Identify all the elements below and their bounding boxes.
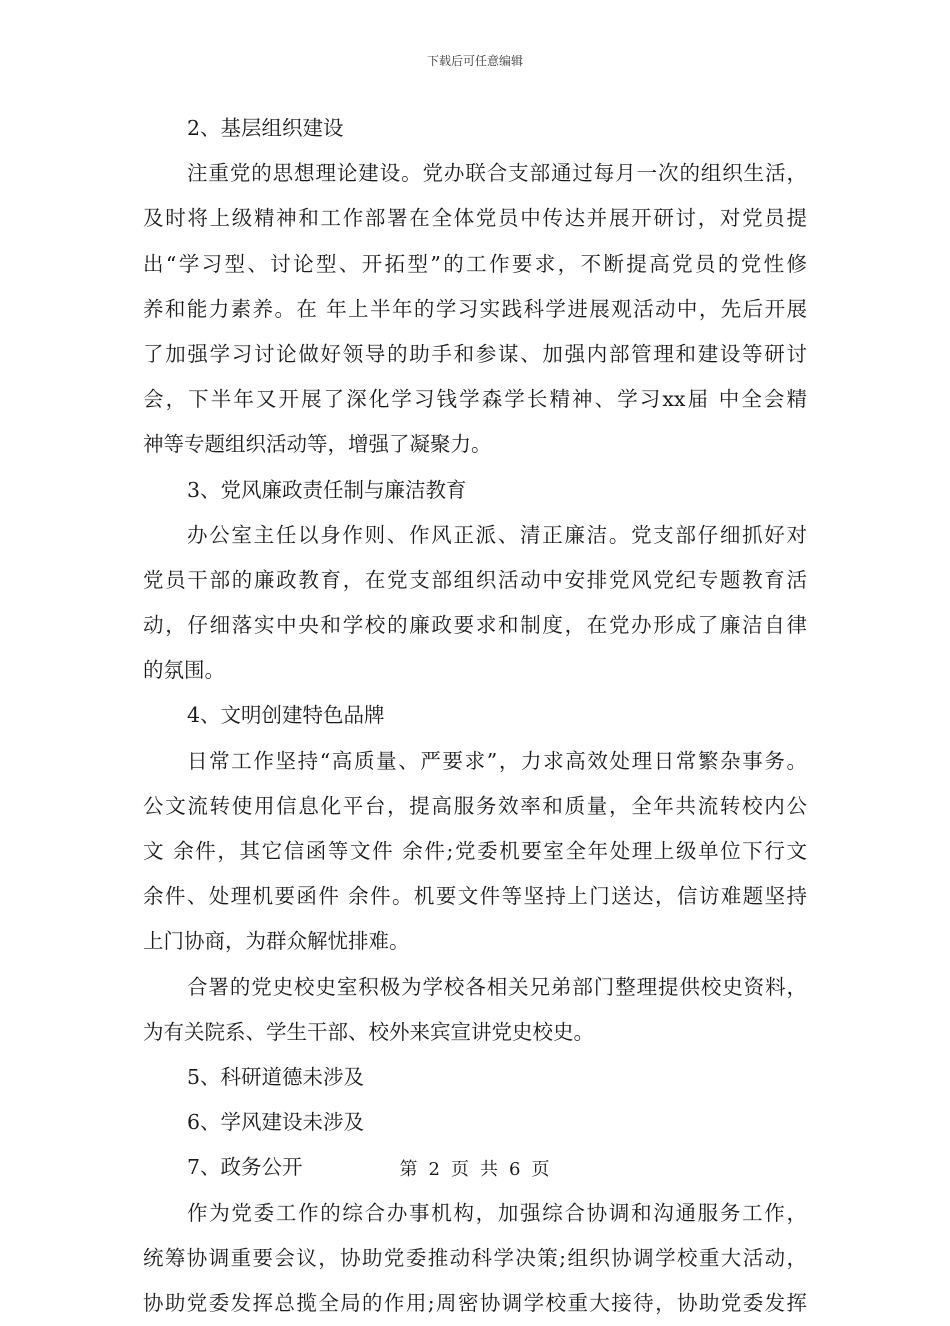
paragraph-line: 注重党的思想理论建设。党办联合支部通过每月一次的组织生活， [187, 161, 807, 186]
paragraph-line: 合署的党史校史室积极为学校各相关兄弟部门整理提供校史资料， [187, 974, 807, 999]
paragraph-line: 会，下半年又开展了深化学习钱学森学长精神、学习xx届 中全会精 [143, 387, 807, 412]
document-body [143, 106, 807, 1326]
paragraph-line: 神等专题组织活动等，增强了凝聚力。 [143, 432, 492, 457]
page-label-mid2: 共 [480, 1159, 499, 1180]
paragraph-line: 动，仔细落实中央和学校的廉政要求和制度，在党办形成了廉洁自律 [143, 613, 807, 638]
header-note: 下载后可任意编辑 [426, 54, 523, 68]
paragraph-line: 养和能力素养。在 年上半年的学习实践科学进展观活动中，先后开展 [143, 296, 807, 321]
paragraph-line: 出“学习型、讨论型、开拓型”的工作要求，不断提高党员的党性修 [143, 251, 807, 276]
paragraph-line: 及时将上级精神和工作部署在全体党员中传达并展开研讨，对党员提 [143, 206, 807, 231]
page-header [0, 52, 950, 69]
section-heading-3: 3、党风廉政责任制与廉洁教育 [187, 477, 467, 502]
paragraph-line: 协助党委发挥总揽全局的作用;周密协调学校重大接待，协助党委发挥 [143, 1290, 807, 1315]
paragraph-line: 为有关院系、学生干部、校外来宾宣讲党史校史。 [143, 1019, 594, 1044]
section-heading-5: 5、科研道德未涉及 [187, 1064, 365, 1089]
paragraph-line: 党员干部的廉政教育，在党支部组织活动中安排党风党纪专题教育活 [143, 567, 807, 592]
paragraph-line: 余件、处理机要函件 余件。机要文件等坚持上门送达，信访难题坚持 [143, 884, 807, 909]
section-heading-6: 6、学风建设未涉及 [187, 1110, 365, 1135]
current-page-number: 2 [428, 1159, 441, 1180]
section-heading-2: 2、基层组织建设 [187, 116, 344, 140]
page-footer [0, 1155, 950, 1181]
paragraph-line: 日常工作坚持“高质量、严要求”，力求高效处理日常繁杂事务。 [187, 748, 807, 773]
page-label-prefix: 第 [399, 1159, 419, 1180]
paragraph-line: 统筹协调重要会议，协助党委推动科学决策;组织协调学校重大活动， [143, 1245, 807, 1270]
section-heading-7: 7、政务公开 [187, 1155, 303, 1180]
paragraph-line: 了加强学习讨论做好领导的助手和参谋、加强内部管理和建设等研讨 [143, 341, 807, 366]
paragraph-line: 作为党委工作的综合办事机构，加强综合协调和沟通服务工作， [187, 1200, 807, 1225]
page-label-mid1: 页 [451, 1159, 470, 1180]
paragraph-line: 上门协商，为群众解忧排难。 [143, 929, 410, 954]
page-label-suffix: 页 [531, 1159, 551, 1180]
paragraph-line: 办公室主任以身作则、作风正派、清正廉洁。党支部仔细抓好对 [187, 522, 807, 547]
total-pages-number: 6 [509, 1159, 522, 1180]
paragraph-line: 的氛围。 [143, 658, 225, 683]
paragraph-line: 公文流转使用信息化平台，提高服务效率和质量，全年共流转校内公 [143, 793, 807, 818]
paragraph-line: 文 余件，其它信函等文件 余件;党委机要室全年处理上级单位下行文 [143, 839, 807, 863]
section-heading-4: 4、文明创建特色品牌 [187, 703, 385, 728]
